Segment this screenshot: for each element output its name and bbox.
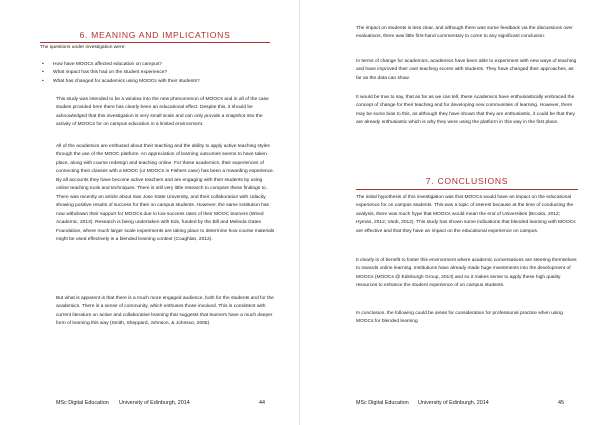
body-paragraph: But what is apparent is that there is a much more engaged audience, both for the students and for the academics. There is a sense of community, which enthuses those involved. This is consistent with current literature on active and collaborative learning that suggests that learners have a much deeper form of learning this way (Smith, Sheppard, Johnson, & Johnson, 2005). [56, 296, 274, 327]
section-heading-conclusions: 7. CONCLUSIONS [425, 176, 509, 186]
body-paragraph: The initial hypothesis of this investigation was that MOOCs would have an impact on the educational experience for on campus students. This was a topic of interest because at the time of conducting the analysis, there was much hype that MOOCs would mean the end of Universities (Brooks, 2012; Hyman, 2012; Vardi, 2012). This study has shown some indications that blended learning with MOOCs are effective and that they have an impact on the educational experience on campus. [356, 195, 576, 234]
body-paragraph: All of the academics are enthused about their teaching and the ability to apply active teaching styles through the use of the MOOC platform. An appreciation of learning outcomes seems to have taken place, along with course redesign and teaching online. For these academics, their experiences of connecting their classes with a MOOC (or MOOCs in Fishers case) has been a rewarding experience. By all accounts they have become active teachers and are engaging with their students by using online teaching tools and techniques. There is still very little research to compare these findings to. There was recently an article about San Jose State University, and their collaboration with Udacity showing positive results of success for their on campus students. However, the same institution has now withdrawn their support for MOOCs due to low success rates of their MOOC learners (Wired Academic, 2013). Research is being undertaken with Edx, funded by the Bill and Melinda Gates Foundation, where much larger scale experiments are taking place to determine how course materials might be used effectively in a blended learning context (Coughlan, 2012). [56, 144, 275, 242]
footer-program: MSc Digital Education [356, 400, 409, 406]
heading-rule [40, 42, 270, 43]
footer-university: University of Edinburgh, 2014 [418, 400, 489, 406]
questions-intro: The questions under investigation were: [40, 45, 126, 50]
footer-university: University of Edinburgh, 2014 [119, 400, 190, 406]
body-paragraph: In terms of change for academics, academics have been able to experiment with new ways of teaching and have improved their own teaching scores with students. They have changed their approaches, as far as the data can show. [356, 59, 577, 81]
list-item: • How have MOOCs affected education on campus? [40, 61, 270, 69]
body-paragraph: This study was intended to be a window into the new phenomenon of MOOCs and in all of the case studies provided here there has clearly been an educational effect. Despite this, it should be acknowledged that this investigation is very small scale and can only provide a snapshot into the activity of MOOCs for on campus education in a limited environment. [56, 97, 269, 128]
body-paragraph: It clearly is of benefit to foster this environment where academic conversations are steering themselves to towards online learning. Institutions have already made huge investments into the development of MOOCs (MOOCs @ Edinburgh Group, 2013) and so it makes sense to apply these high quality resources to enhance the student experience of on campus students. [356, 258, 577, 289]
section-heading-meaning: 6. MEANING AND IMPLICATIONS [79, 30, 231, 40]
list-item: • What has changed for academics using MOOCs with their students? [40, 78, 270, 86]
body-paragraph: In conclusion, the following could be areas for consideration for professional practice when using MOOCs for blended learning [356, 311, 563, 325]
right-page [300, 0, 600, 425]
list-item: • What impact has this had on the student experience? [40, 69, 270, 77]
body-paragraph: The impact on students is less clear, and although there was some feedback via the discussions over evaluations, there was little first-hand commentary to come to any significant conclusion. [356, 26, 573, 40]
body-paragraph: It would be true to say, that as far as we can tell, these Academics have enthusiastically embraced the concept of change for their teaching and for developing new communities of learning. However, there may be some bias to this, as although they have shown that they are enthusiastic, it could be that they are already enthusiastic which is why they were using the platform in this way in the first place. [356, 95, 575, 126]
page-number: 45 [558, 400, 564, 406]
page-number: 44 [259, 400, 265, 406]
heading-rule [356, 189, 578, 190]
questions-list [40, 61, 270, 86]
footer-program: MSc Digital Education [56, 400, 109, 406]
